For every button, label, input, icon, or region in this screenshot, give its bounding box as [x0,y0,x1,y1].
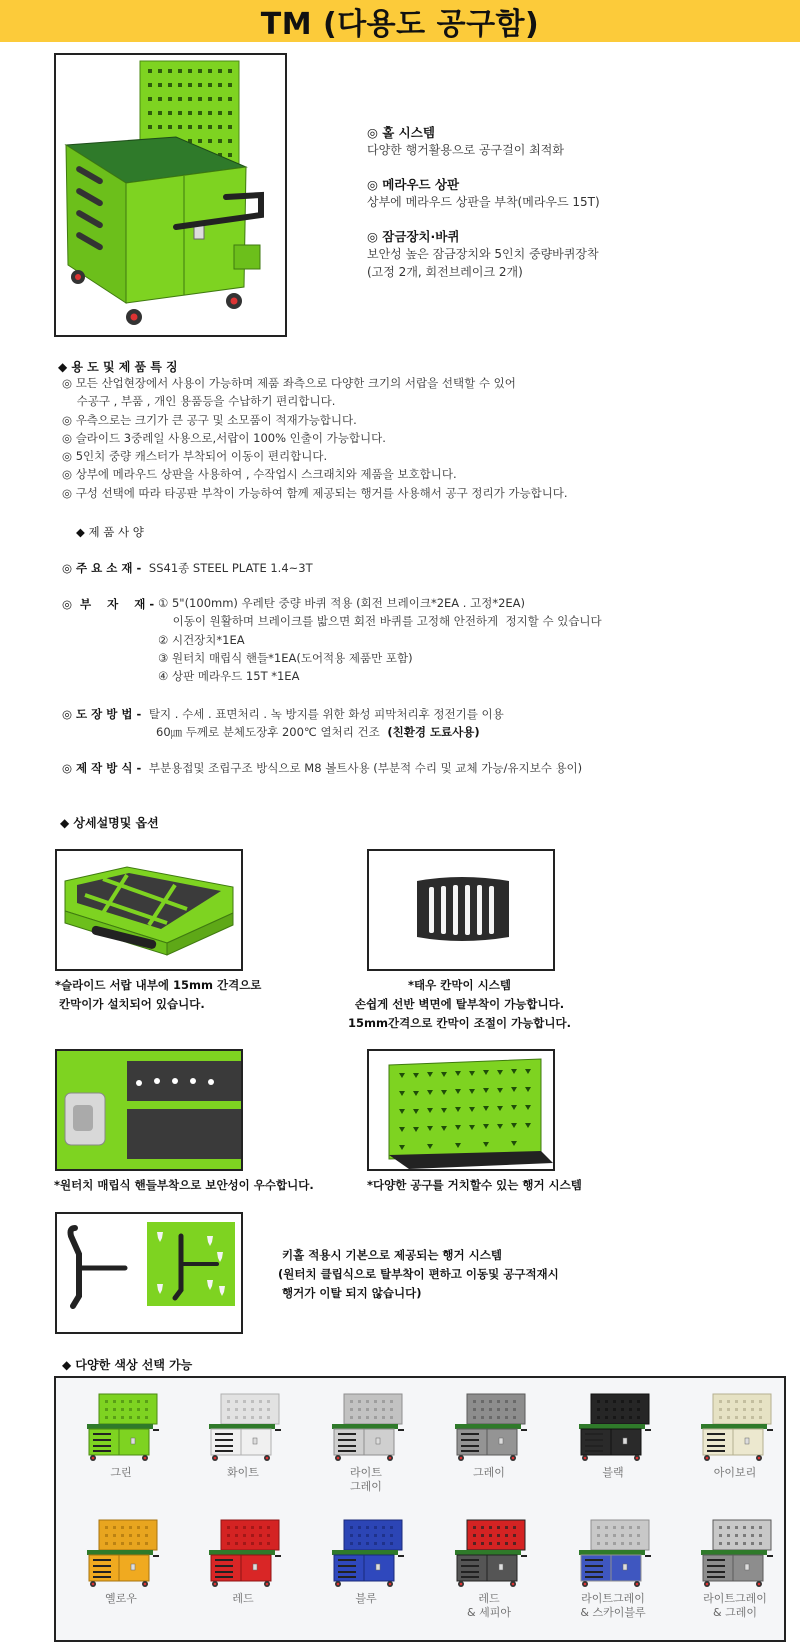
color-label: 그레이 [473,1466,505,1479]
color-label: 아이보리 [713,1466,757,1479]
caption-line: 칸막이가 설치되어 있습니다. [55,997,205,1011]
feature-title: ◎ 홀 시스템 [367,125,435,140]
parts-line: 이동이 원활하며 브레이크를 밟으면 회전 바퀴를 고정해 안전하게 정지할 수 있습니다 [158,614,602,629]
divider-system-image [367,849,555,971]
color-swatch [188,1518,298,1606]
cart-thumbnail [695,1518,775,1588]
color-label: 옐로우 [105,1592,137,1605]
color-swatch [66,1518,176,1606]
usage-line: 수공구 , 부품 , 개인 용품등을 수납하기 편리합니다. [62,394,336,409]
spec-value: SS41종 STEEL PLATE 1.4~3T [148,561,313,575]
spec-label: ◎ 주 요 소 재 - [62,561,142,575]
spec-parts-list [158,594,602,685]
color-swatch [680,1518,790,1620]
color-label: & 스카이블루 [580,1606,646,1619]
spec-coating [62,706,504,722]
feature-desc: 다양한 행거활용으로 공구걸이 최적화 [367,143,564,157]
drawer-illustration [57,851,241,969]
usage-line: ◎ 우측으로는 크기가 큰 공구 및 소모품이 적재가능합니다. [62,412,357,427]
colors-heading: ◆ 다양한 색상 선택 가능 [62,1358,193,1372]
cart-thumbnail [326,1392,406,1462]
divider-illustration [369,851,553,969]
pegboard-illustration [369,1051,553,1169]
color-options-panel [54,1376,786,1642]
drawer-divider-image [55,849,243,971]
feature-desc: 보안성 높은 잠금장치와 5인치 중량바퀴장착 [367,247,599,261]
cart-thumbnail [203,1392,283,1462]
spec-method [62,760,582,776]
caption-divider [348,976,571,1033]
color-label: 라이트 [350,1466,382,1479]
cart-thumbnail [449,1518,529,1588]
page-title: TM (다용도 공구함) [260,7,540,42]
caption-drawer [55,976,261,1014]
cart-thumbnail [81,1518,161,1588]
color-label: 그레이 [350,1480,382,1493]
color-label: 블루 [355,1592,377,1605]
caption-line: 손쉽게 선반 벽면에 탈부착이 가능합니다. [354,997,565,1011]
color-swatch [434,1392,544,1480]
spec-material [62,560,313,576]
color-swatch [311,1518,421,1606]
color-label: 그린 [110,1466,132,1479]
cart-thumbnail [695,1392,775,1462]
color-swatch [558,1392,668,1480]
spec-value: 탈지 . 수세 . 표면처리 . 녹 방지를 위한 화성 피막처리후 정전기를 이용 [148,707,504,721]
feature-title: ◎ 메라우드 상판 [367,177,460,192]
hanger-image [55,1212,243,1334]
color-label: 라이트그레이 [581,1592,645,1605]
cart-thumbnail [449,1392,529,1462]
main-product-image [54,53,287,337]
specs-heading: ◆ 제 품 사 양 [76,525,144,539]
spec-parts-label [62,596,154,612]
color-label: & 세피아 [467,1606,511,1619]
parts-line: ④ 상판 메라우드 15T *1EA [158,669,300,684]
spec-value-bold: (친환경 도료사용) [387,725,480,739]
color-swatch [188,1392,298,1480]
feature-hole-system [367,123,767,159]
detail-heading: ◆ 상세설명및 옵션 [60,816,159,830]
color-label: 화이트 [227,1466,259,1479]
caption-handle: *원터치 매립식 핸들부착으로 보안성이 우수합니다. [54,1178,314,1192]
usage-line: ◎ 슬라이드 3중레일 사용으로,서랍이 100% 인출이 가능합니다. [62,430,386,445]
feature-lock-wheels [367,227,767,281]
caption-hanger [278,1246,559,1303]
color-swatch [66,1392,176,1480]
usage-line: ◎ 상부에 메라우드 상판을 사용하여 , 수작업시 스크래치와 제품을 보호합니다. [62,467,457,482]
cart-thumbnail [81,1392,161,1462]
caption-pegboard: *다양한 공구를 거치할수 있는 행거 시스템 [367,1178,582,1192]
feature-title: ◎ 잠금장치·바퀴 [367,229,460,244]
feature-desc: (고정 2개, 회전브레이크 2개) [367,265,523,279]
spec-label: ◎ 부 자 재 - [62,597,155,611]
feature-desc: 상부에 메라우드 상판을 부착(메라우드 15T) [367,195,600,209]
color-label: 라이트그레이 [703,1592,767,1605]
spec-value: 60㎛ 두께로 분체도장후 200℃ 열처리 건조 [156,725,380,739]
usage-line: ◎ 구성 선택에 따라 타공판 부착이 가능하여 함께 제공되는 행거를 사용해서 공구 정리가 가능합니다. [62,485,568,500]
title-banner [0,0,800,42]
cart-thumbnail [573,1392,653,1462]
spec-label: ◎ 제 작 방 식 - [62,761,142,775]
hanger-illustration [57,1214,241,1332]
feature-top-board [367,175,767,211]
usage-line: ◎ 5인치 중량 캐스터가 부착되어 이동이 편리합니다. [62,449,328,464]
cart-thumbnail [326,1518,406,1588]
color-label: 레드 [232,1592,254,1605]
spec-label: ◎ 도 장 방 법 - [62,707,142,721]
usage-list [62,374,568,502]
usage-line: ◎ 모든 산업현장에서 사용이 가능하며 제품 좌측으로 다양한 크기의 서랍을 선택할 수 있어 [62,376,516,390]
pegboard-image [367,1049,555,1171]
tool-cart-illustration [56,55,285,335]
spec-coating-cont [156,724,480,740]
caption-line: *슬라이드 서랍 내부에 15mm 간격으로 [55,978,262,992]
parts-line: ② 시건장치*1EA [158,632,245,647]
color-swatch [311,1392,421,1494]
handle-image [55,1049,243,1171]
parts-line: ① 5"(100mm) 우레탄 중량 바퀴 적용 (회전 브레이크*2EA . 고정*2EA) [158,596,526,610]
cart-thumbnail [203,1518,283,1588]
caption-line: 키홀 적용시 기본으로 제공되는 행거 시스템 [278,1248,502,1262]
caption-line: *태우 칸막이 시스템 [408,978,511,992]
color-label: & 그레이 [713,1606,757,1619]
color-swatch [680,1392,790,1480]
color-label: 레드 [478,1592,500,1605]
color-swatch [434,1518,544,1620]
parts-line: ③ 원터치 매립식 핸들*1EA(도어적용 제품만 포함) [158,650,413,665]
color-swatch [558,1518,668,1620]
cart-thumbnail [573,1518,653,1588]
caption-line: (원터치 클립식으로 탈부착이 편하고 이동및 공구적재시 [278,1267,559,1281]
handle-illustration [57,1051,241,1169]
caption-line: 행거가 이탈 되지 않습니다) [278,1286,422,1300]
feature-list [367,123,767,281]
usage-heading: ◆ 용 도 및 제 품 특 징 [58,360,178,374]
caption-line: 15mm간격으로 칸막이 조절이 가능합니다. [348,1016,571,1030]
color-label: 블랙 [602,1466,624,1479]
spec-value: 부분용접및 조립구조 방식으로 M8 볼트사용 (부분적 수리 및 교체 가능/유지보수 용이) [148,761,583,775]
